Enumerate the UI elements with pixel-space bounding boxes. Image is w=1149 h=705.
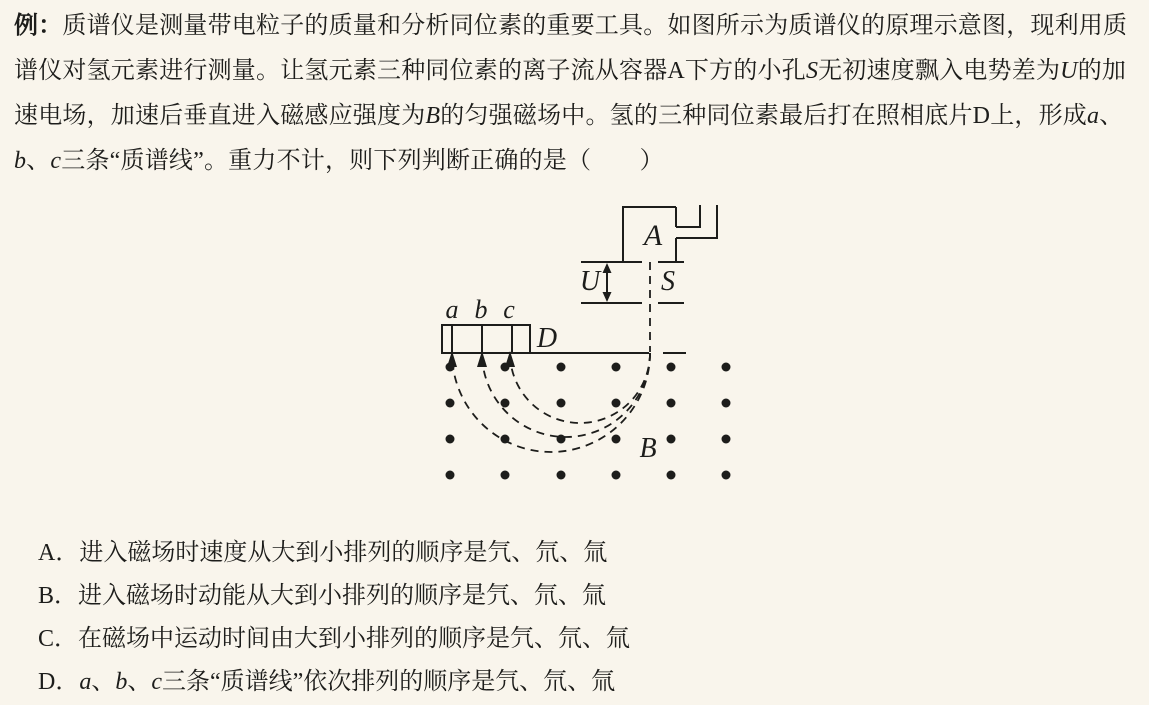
photo-plate-box (442, 325, 530, 353)
option-d-text: D． (38, 669, 80, 695)
voltage-arrow-down-head (603, 292, 612, 302)
label-track-b: b (474, 295, 488, 324)
text-segment: 、 (127, 669, 152, 695)
text-segment: 谱仪对氢元素进行测量。让氢元素三种同位素的离子流从容器A下方的小孔 (14, 58, 806, 84)
text-segment: 质谱仪是测量带电粒子的质量和分析同位素的重要工具。如图所示为质谱仪的原理示意图，现利用质 (62, 13, 1128, 39)
option-c-text: C．在磁场中运动时间由大到小排列的顺序是氕、氘、氚 (38, 626, 631, 652)
variable-a: a (79, 669, 92, 695)
text-segment: 的加 (1077, 58, 1127, 84)
magnetic-field-dots (446, 363, 731, 480)
text-segment: 三条“质谱线”依次排列的顺序是氕、氘、氚 (162, 669, 616, 695)
variable-b: b (14, 148, 27, 174)
variable-U: U (1060, 58, 1078, 84)
variable-B: B (425, 103, 441, 129)
option-d (38, 661, 630, 704)
inlet-tube (676, 205, 717, 238)
option-b (38, 575, 630, 618)
text-segment: 三条“质谱线”。重力不计，则下列判断正确的是（ ） (61, 148, 664, 174)
label-field-b: B (639, 433, 657, 464)
example-label: 例： (14, 13, 63, 39)
text-segment: 、 (26, 148, 51, 174)
options-list (38, 532, 630, 704)
text-segment: 、 (1099, 103, 1124, 129)
variable-a: a (1087, 103, 1100, 129)
problem-line-3 (14, 94, 1139, 139)
trajectory-arc-c (510, 353, 650, 423)
text-segment: 的匀强磁场中。氢的三种同位素最后打在照相底片D上，形成 (440, 103, 1088, 129)
text-segment: 无初速度飘入电势差为 (818, 58, 1061, 84)
label-voltage-u: U (579, 266, 601, 297)
voltage-arrow-up-head (603, 263, 612, 273)
problem-line-1 (14, 4, 1139, 49)
mass-spectrometer-diagram (418, 195, 758, 500)
problem-line-4 (14, 139, 1139, 184)
variable-S: S (805, 58, 819, 84)
label-track-c: c (503, 295, 515, 324)
option-b-text: B．进入磁场时动能从大到小排列的顺序是氕、氘、氚 (38, 583, 607, 609)
option-c (38, 618, 630, 661)
label-container-a: A (643, 219, 663, 252)
option-a (38, 532, 630, 575)
variable-c: c (50, 148, 62, 174)
problem-paragraph (14, 4, 1139, 184)
text-segment: 速电场，加速后垂直进入磁感应强度为 (14, 103, 426, 129)
variable-b: b (115, 669, 128, 695)
variable-c: c (151, 669, 162, 695)
label-plate-d: D (536, 323, 558, 354)
label-track-a: a (445, 295, 459, 324)
text-segment: 、 (91, 669, 116, 695)
option-a-text: A．进入磁场时速度从大到小排列的顺序是氕、氘、氚 (38, 540, 608, 566)
label-slit-s: S (661, 266, 675, 297)
problem-line-2 (14, 49, 1139, 94)
